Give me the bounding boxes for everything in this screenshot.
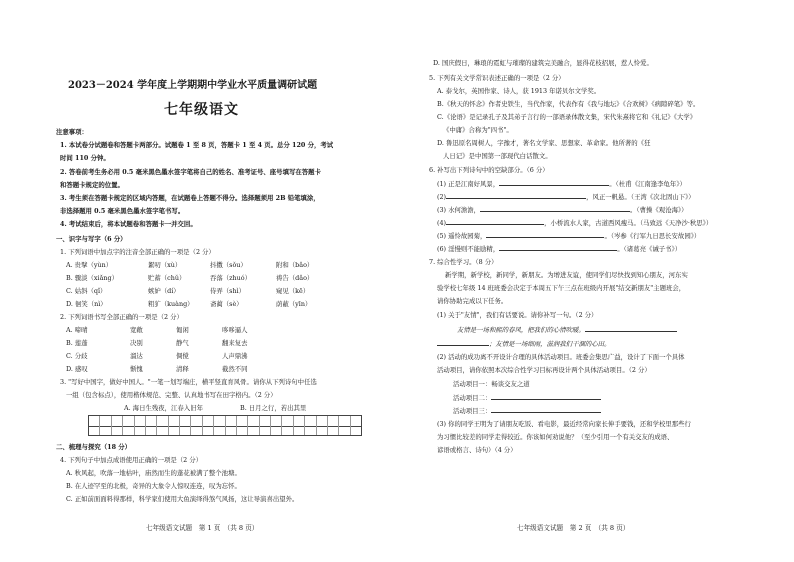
answer-blank[interactable] <box>585 325 677 332</box>
poem-blank-row <box>437 244 681 253</box>
q1-option: 荫蔽（yīn） <box>276 300 312 308</box>
q1-option: C. 姑斜（qǐ） <box>66 287 107 295</box>
q5-option-cont: 人日记》是中国第一部现代白话散文。 <box>443 152 552 160</box>
q5-option: A. 泰戈尔，英国作家、诗人，获 1913 年诺贝尔文学奖。 <box>437 87 601 95</box>
answer-blank[interactable] <box>446 218 544 225</box>
q7-1-line-a: 友情是一场和熙的春风，把我们的心情吹暖。 <box>457 326 585 334</box>
answer-blank[interactable] <box>446 192 586 199</box>
q7-part-2-cont: 活动项目，请你依照本次综合性学习目标再设计两个具体活动项目。（2 分） <box>437 366 651 374</box>
note-line: 4. 考试结束后，将本试题卷和答题卡一并交回。 <box>60 220 197 228</box>
q2-option: 匍闲 <box>176 326 189 334</box>
poem-source: 。（曹操《观沧海》） <box>630 206 688 214</box>
q7-part-1: (1) 关于"友情"，我们有话要说。请你补写一句。（2 分） <box>437 311 598 319</box>
q4-option: A. 秋风起，吹落一地枯叶，庙然而生的蓬花被满了整个池塘。 <box>66 469 241 477</box>
q7-intro: 验学校七年级 14 班班委会决定于本周五下午三点在班级内开展"结交新朋友"主题班会， <box>437 284 686 292</box>
q7-1-example <box>457 325 677 334</box>
answer-blank[interactable] <box>499 179 609 186</box>
poem-blank-row <box>437 205 688 214</box>
q4-option: B. 在人迹罕至的北极，奇异的大象令人惊叹连连，叹为忘怀。 <box>66 482 241 490</box>
q5-option: D. 鲁迅原名周树人，字豫才，著名文学家、思想家、革命家。他所著的《狂 <box>437 139 651 147</box>
q2-option: 惭愧 <box>130 365 143 373</box>
q5-option: C.《论语》是记录孔子及其弟子言行的一部语录体散文集，宋代朱熹将它和《礼记》《大学》 <box>437 113 697 121</box>
q2-option: 人声鼎沸 <box>222 352 248 360</box>
note-line: 和答题卡规定的位置。 <box>60 181 124 189</box>
note-line: 1. 本试卷分试题卷和答题卡两部分。试题卷 1 至 8 页，答题卡 1 至 4 页。总分 120 分，考试 <box>60 141 334 149</box>
exam-subject: 七年级语文 <box>164 102 239 118</box>
q2-option: C. 分歧 <box>66 352 88 360</box>
question-4: 4. 下列句子中加点成语使用正确的一项是（2 分） <box>60 456 203 464</box>
writing-grid-row-2[interactable] <box>88 425 362 436</box>
q2-option: 倜傥 <box>176 352 189 360</box>
q4-option: C. 正如前面面料得那样，科学家们使用大鱼演绎得煞气风扬，这让导演喜出望外。 <box>66 495 299 503</box>
answer-blank[interactable] <box>486 231 604 238</box>
q7-part-3-cont: 为习惯比较差的同学走得较近。你该如何劝说他？（至少引用一个有关交友的成语、 <box>437 433 674 441</box>
activity-item: 活动项目二： <box>453 393 601 402</box>
q3-choice-b: B. 日月之行，若出其里 <box>240 404 307 412</box>
q7-part-3-cont: 谚语或格言、诗句）（4 分） <box>437 446 517 454</box>
q2-option: 哆哆逼人 <box>222 326 248 334</box>
poem-blank-row <box>437 231 700 240</box>
q7-1-line-b: ；友情是一场细雨，滋润我们干涸的心田。 <box>489 340 611 348</box>
q7-1-example-b <box>437 339 610 348</box>
question-6: 6. 补写出下列诗句中的空缺部分。（6 分） <box>429 166 549 174</box>
q1-option: 粗犷（kuàng） <box>148 300 194 308</box>
q7-part-3: (3) 你的同学王明为了请朋友吃饭、看电影，最近经常向家长伸手要钱，还和学校里那些行 <box>437 420 691 428</box>
q2-option: 决别 <box>130 339 143 347</box>
q2-option: 翻来复去 <box>222 339 248 347</box>
page-footer: 七年级语文试题 第 2 页 （共 8 页） <box>517 524 630 532</box>
q2-option: 溜达 <box>130 352 143 360</box>
poem-prompt: (3) 水何澹澹， <box>437 206 481 214</box>
question-1: 1. 下列词语中加点字的注音全部正确的一项是（2 分） <box>60 248 215 256</box>
question-3-cont: 一组（包含标点），使用楷体规范、完整、认真地书写在田字格内。（2 分） <box>66 391 277 399</box>
note-line: 时间 110 分钟。 <box>60 154 110 162</box>
q2-option: D. 感叹 <box>66 365 88 373</box>
q1-option: 侍弄（shì） <box>210 287 246 295</box>
poem-source: ，小桥流水人家，古道西风瘦马。（马致远《天净沙·秋思》） <box>544 219 713 227</box>
poem-prompt: (6) 淫慢则不能励精， <box>437 245 500 253</box>
section-heading: 一、识字与写字（6 分） <box>56 235 127 243</box>
poem-blank-row <box>437 192 695 201</box>
q2-option: 截然不同 <box>222 365 248 373</box>
q1-option: B. 骤淡（xiǎng） <box>66 274 118 282</box>
note-line: 非选择题用 0.5 毫米黑色墨水签字笔书写。 <box>60 207 185 215</box>
q2-option: 静气 <box>176 339 189 347</box>
activity-item: 活动项目一：畅谈交友之道 <box>453 380 530 388</box>
poem-source: 。（杜甫《江南逢李龟年》） <box>609 180 686 188</box>
q2-option: A. 啼晴 <box>66 326 88 334</box>
question-5: 5. 下列有关文学常识表述正确的一项是（2 分） <box>429 74 565 82</box>
q1-option: 贮蓄（chǔ） <box>148 274 186 282</box>
q1-option: 抖擞（sǒu） <box>210 261 247 269</box>
q1-option: 附和（bǎo） <box>276 261 314 269</box>
answer-blank[interactable] <box>437 339 489 346</box>
poem-blank-row <box>437 218 712 227</box>
q5-option-cont: 《中庸》合称为"四书"。 <box>443 126 513 134</box>
q3-choice-a: A. 海日生残夜，江春入旧年 <box>124 404 203 412</box>
q1-option: 斋蔺（sè） <box>210 300 243 308</box>
poem-source: ，风正一帆悬。（王湾《次北固山下》） <box>586 193 695 201</box>
answer-blank[interactable] <box>499 244 617 251</box>
poem-prompt: (4) <box>437 219 447 227</box>
q1-option: 吞落（zhuó） <box>210 274 252 282</box>
question-3: 3. "写好中国字，做好中国人。"一笔一划写端庄，横平竖直育风骨。请你从下列诗句中任选 <box>60 378 317 386</box>
q4-option-d: D. 国庆假日，琳琅的霓虹与璀璨的建筑完美融合，显得花枝招展，惹人怜爱。 <box>433 59 653 67</box>
q7-intro: 请你协助完成以下任务。 <box>437 297 508 305</box>
page-footer: 七年级语文试题 第 1 页 （共 8 页） <box>146 524 259 532</box>
activity-item: 活动项目三： <box>453 406 601 415</box>
question-2: 2. 下列词语书写全部正确的一项是（2 分） <box>60 313 183 321</box>
answer-blank[interactable] <box>480 205 630 212</box>
q2-option: 宽敞 <box>130 326 143 334</box>
note-line: 2. 答卷前考生务必用 0.5 毫米黑色墨水签字笔将自己的姓名、准考证号、座号填写在答题卡 <box>60 168 321 176</box>
section-heading: 二、梳理与探究（18 分） <box>56 443 132 451</box>
poem-source: 。（诸葛亮《诫子书》） <box>617 245 682 253</box>
q1-option: D. 徊笑（nì） <box>66 300 107 308</box>
q7-part-2: (2) 活动的成功离不开设计合理的具体活动项目。班委会集思广益，设计了下面一个具体 <box>437 353 685 361</box>
poem-prompt: (5) 遥怜故园菊， <box>437 232 487 240</box>
q2-option: B. 莲蓬 <box>66 339 88 347</box>
q5-option: B.《秋天的怀念》作者史铁生，当代作家，代表作有《我与地坛》《合欢树》《病隙碎笔》等。 <box>437 100 700 108</box>
poem-source: 。（岑参《行军九日思长安故园》） <box>604 232 701 240</box>
q1-option: A. 贵擘（yùn） <box>66 261 113 269</box>
answer-blank[interactable] <box>491 393 601 400</box>
answer-blank[interactable] <box>491 406 601 413</box>
q1-option: 祷告（dǎo） <box>276 274 314 282</box>
note-line: 3. 考生须在答题卡规定的区域内答题，在试题卷上答题不得分。选择题须用 2B 铅笔填涂， <box>60 194 320 202</box>
exam-title: 2023－2024 学年度上学期期中学业水平质量调研试题 <box>68 80 318 91</box>
notes-heading: 注意事项： <box>56 128 88 136</box>
q2-option: 清释 <box>176 365 189 373</box>
q1-option: 絮叨（xù） <box>148 261 182 269</box>
q1-option: 窥见（kē） <box>276 287 310 295</box>
poem-blank-row <box>437 179 686 188</box>
poem-prompt: (2) <box>437 193 447 201</box>
question-7: 7. 综合性学习。（8 分） <box>429 258 498 266</box>
poem-prompt: (1) 正是江南好风景， <box>437 180 500 188</box>
exam-page-2 <box>397 0 794 562</box>
q7-intro: 新学期，新学校，新同学，新朋友。为增进友谊，使同学们尽快找到知心朋友，河东实 <box>445 271 688 279</box>
q1-option: 嫉妒（dí） <box>148 287 180 295</box>
